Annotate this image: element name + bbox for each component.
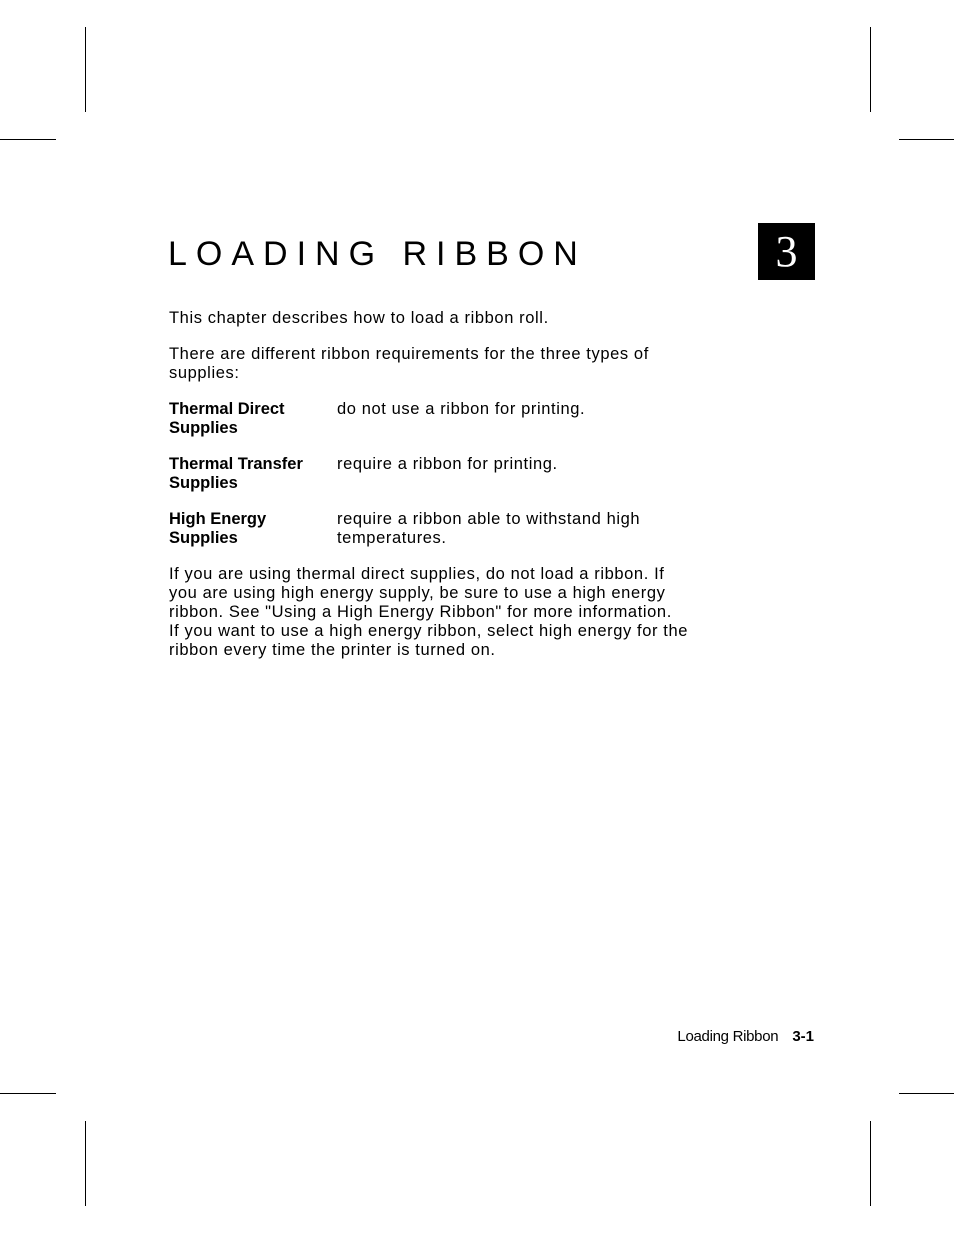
chapter-number-tab: 3 <box>758 223 815 280</box>
definition-description: require a ribbon for printing. <box>337 455 558 473</box>
page-number: 3-1 <box>792 1028 814 1045</box>
intro-paragraph-1: This chapter describes how to load a ribbon roll. <box>169 309 549 327</box>
definition-term <box>169 455 329 493</box>
crop-mark-top-right-vertical <box>870 27 871 112</box>
closing-line: you are using high energy supply, be sure to use a high energy <box>169 584 666 602</box>
crop-mark-bottom-right-vertical <box>870 1121 871 1206</box>
crop-mark-top-right-horizontal <box>899 139 954 140</box>
closing-paragraph <box>169 565 769 660</box>
definition-term <box>169 510 329 548</box>
definition-term <box>169 400 329 438</box>
crop-mark-bottom-right-horizontal <box>899 1093 954 1094</box>
crop-mark-bottom-left-vertical <box>85 1121 86 1206</box>
crop-mark-top-left-horizontal <box>0 139 56 140</box>
crop-mark-top-left-vertical <box>85 27 86 112</box>
closing-line: If you want to use a high energy ribbon, select high energy for the <box>169 622 688 640</box>
term-line: Thermal Transfer <box>169 455 303 473</box>
closing-line: If you are using thermal direct supplies, do not load a ribbon. If <box>169 565 665 583</box>
definition-description: require a ribbon able to withstand high temperatures. <box>337 510 641 547</box>
crop-mark-bottom-left-horizontal <box>0 1093 56 1094</box>
term-line: Thermal Direct <box>169 400 285 418</box>
term-line: Supplies <box>169 419 238 437</box>
term-line: Supplies <box>169 529 238 547</box>
closing-line: ribbon every time the printer is turned on. <box>169 641 496 659</box>
closing-line: ribbon. See "Using a High Energy Ribbon" for more information. <box>169 603 672 621</box>
footer-section-title: Loading Ribbon <box>677 1028 779 1045</box>
term-line: High Energy <box>169 510 267 528</box>
page-footer <box>677 1027 814 1046</box>
intro-paragraph-2: There are different ribbon requirements for the three types of supplies: <box>169 345 649 382</box>
term-line: Supplies <box>169 474 238 492</box>
chapter-title: LOADING RIBBON <box>168 235 587 273</box>
definition-description: do not use a ribbon for printing. <box>337 400 586 418</box>
